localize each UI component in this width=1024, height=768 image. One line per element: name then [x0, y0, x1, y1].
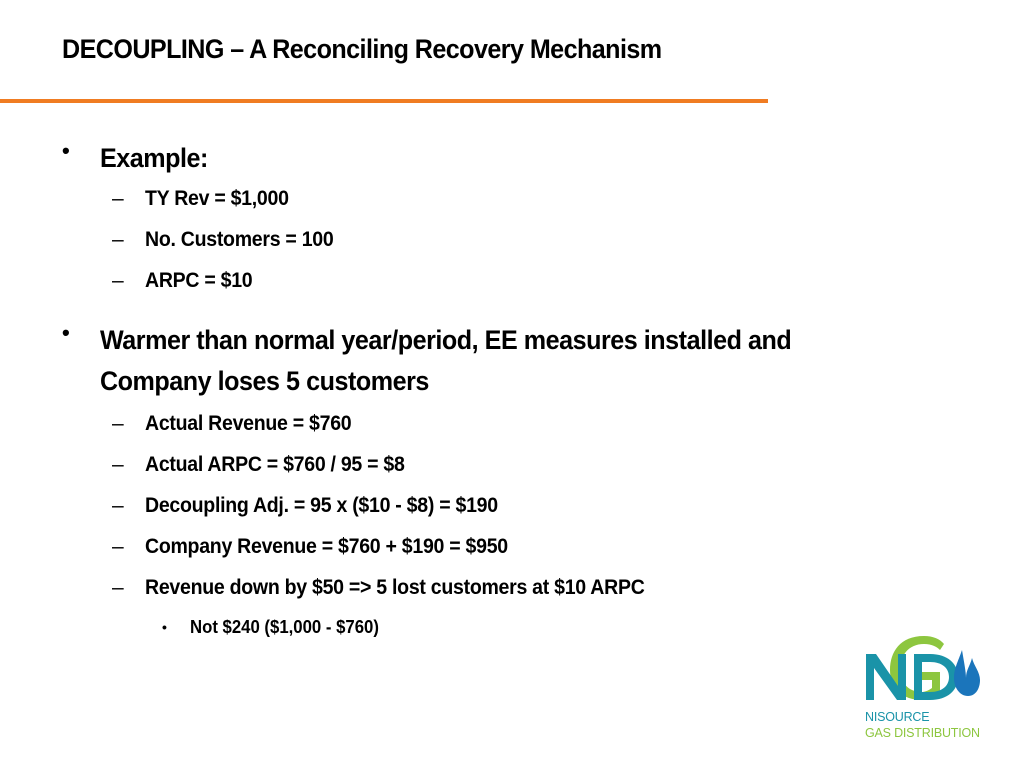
sub-item-text: Actual ARPC = $760 / 95 = $8: [145, 453, 405, 476]
dash-marker: –: [112, 228, 124, 251]
title-divider: [0, 99, 768, 103]
dash-marker: –: [112, 269, 124, 292]
logo-n-shape: [866, 654, 906, 700]
bullet-marker: •: [62, 320, 70, 345]
sub-item-text: No. Customers = 100: [145, 228, 334, 251]
logo-line2: GAS DISTRIBUTION: [865, 726, 980, 740]
dash-marker: –: [112, 453, 124, 476]
dash-marker: –: [112, 576, 124, 599]
sub-item-text: TY Rev = $1,000: [145, 187, 289, 210]
bullet-marker: •: [62, 138, 70, 163]
sub-item-text: Decoupling Adj. = 95 x ($10 - $8) = $190: [145, 494, 498, 517]
bullet-text: Example:: [100, 143, 208, 173]
slide-title: DECOUPLING – A Reconciling Recovery Mechanism: [62, 34, 662, 64]
dash-marker: –: [112, 494, 124, 517]
sub-item-text: Actual Revenue = $760: [145, 412, 352, 435]
bullet-marker: •: [162, 619, 167, 635]
dash-marker: –: [112, 535, 124, 558]
logo-line1: NISOURCE: [865, 710, 930, 724]
sub-sub-item-text: Not $240 ($1,000 - $760): [190, 617, 379, 637]
dash-marker: –: [112, 187, 124, 210]
bullet-text: Warmer than normal year/period, EE measures installed and Company loses 5 customers: [100, 325, 792, 396]
sub-item-text: Company Revenue = $760 + $190 = $950: [145, 535, 508, 558]
sub-item-text: Revenue down by $50 => 5 lost customers at $10 ARPC: [145, 576, 645, 599]
logo-flame-shape: [954, 650, 980, 696]
dash-marker: –: [112, 412, 124, 435]
sub-item-text: ARPC = $10: [145, 269, 253, 292]
